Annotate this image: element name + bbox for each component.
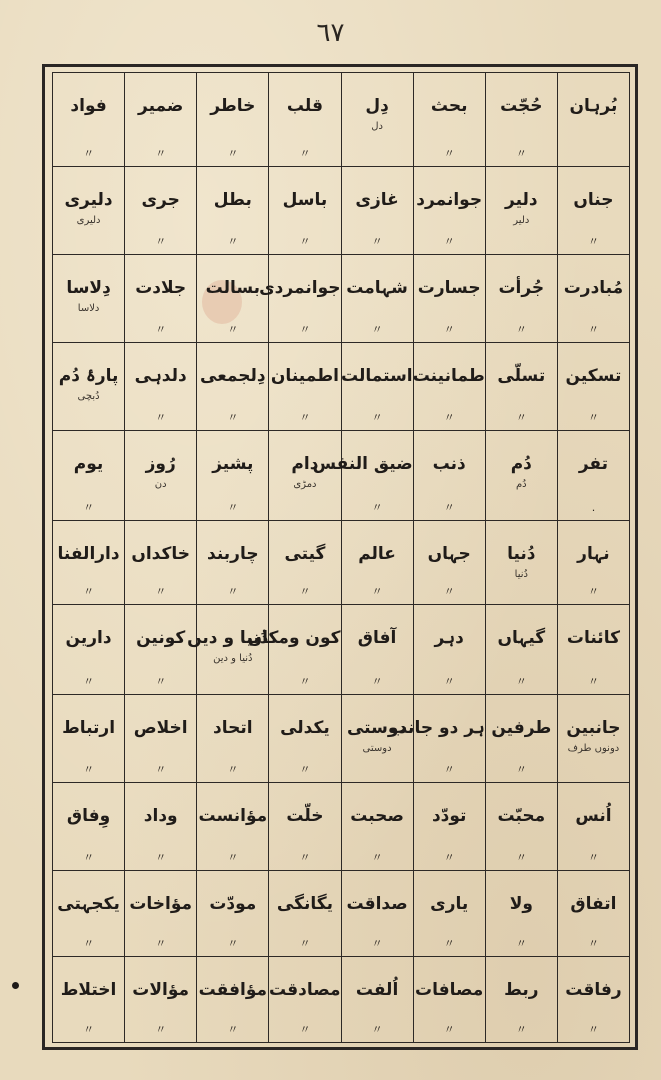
ditto-mark: 〃 <box>155 937 167 950</box>
urdu-word: دام <box>291 454 319 474</box>
table-cell <box>269 871 341 957</box>
word-gloss: دوستی <box>362 743 392 754</box>
table-cell <box>269 73 341 167</box>
table-row <box>53 167 630 255</box>
table-cell <box>197 255 269 343</box>
urdu-word: گیتی <box>284 544 326 564</box>
urdu-word: اُلفت <box>355 980 399 1000</box>
urdu-word: پارۂ دُم <box>58 366 119 386</box>
table-cell <box>269 521 341 605</box>
ditto-mark: 〃 <box>299 937 311 950</box>
urdu-word: جناں <box>573 190 614 210</box>
ditto-mark: 〃 <box>443 411 455 424</box>
table-cell <box>413 255 485 343</box>
table-cell <box>125 871 197 957</box>
table-cell <box>53 695 125 783</box>
urdu-word: طمانینت <box>412 366 485 386</box>
table-cell <box>259 255 341 343</box>
table-row <box>53 783 630 871</box>
urdu-word: یگانگی <box>276 894 333 914</box>
ditto-mark: 〃 <box>371 501 383 514</box>
ditto-mark: 〃 <box>371 235 383 248</box>
ditto-mark: 〃 <box>227 323 239 336</box>
urdu-word: دُنیا <box>507 544 536 564</box>
ditto-mark: 〃 <box>515 851 527 864</box>
ditto-mark: 〃 <box>587 411 599 424</box>
ditto-mark: 〃 <box>443 585 455 598</box>
table-cell <box>341 871 413 957</box>
ditto-mark: 〃 <box>371 323 383 336</box>
table-cell <box>485 695 557 783</box>
urdu-word: حُجّت <box>500 96 543 116</box>
table-cell <box>269 343 341 431</box>
ditto-mark: 〃 <box>299 1023 311 1036</box>
table-cell <box>197 521 269 605</box>
table-row <box>53 605 630 695</box>
ditto-mark: 〃 <box>587 937 599 950</box>
table-cell <box>413 871 485 957</box>
ditto-mark: 〃 <box>227 411 239 424</box>
table-cell <box>341 73 413 167</box>
table-cell <box>413 73 485 167</box>
urdu-word: دُنیا و دیں <box>187 628 269 648</box>
table-cell <box>485 255 557 343</box>
word-gloss: دُبچی <box>77 391 100 402</box>
margin-dot <box>12 982 19 989</box>
table-cell <box>53 73 125 167</box>
table-cell <box>413 167 485 255</box>
ditto-mark: 〃 <box>155 675 167 688</box>
ditto-mark: 〃 <box>587 323 599 336</box>
table-cell <box>413 783 485 871</box>
urdu-word: خاکداں <box>131 544 191 564</box>
urdu-word: یکدلی <box>280 718 330 738</box>
ditto-mark: 〃 <box>227 501 239 514</box>
urdu-word: عالم <box>358 544 396 564</box>
ditto-mark: 〃 <box>515 323 527 336</box>
urdu-word: جری <box>141 190 180 210</box>
urdu-word: جُرأت <box>498 278 545 298</box>
ditto-mark: 〃 <box>515 1023 527 1036</box>
table-cell <box>485 343 557 431</box>
urdu-word: بحث <box>430 96 468 116</box>
urdu-word: وداد <box>143 806 178 826</box>
table-row <box>53 521 630 605</box>
ditto-mark: 〃 <box>83 763 95 776</box>
urdu-word: جسارت <box>417 278 481 298</box>
urdu-word: مؤاخات <box>129 894 193 914</box>
urdu-word: کون ومکاں <box>247 628 341 648</box>
table-cell <box>247 605 341 695</box>
urdu-word: گیہاں <box>497 628 546 648</box>
table-cell <box>390 695 485 783</box>
urdu-word: جہاں <box>427 544 471 564</box>
table-cell <box>53 521 125 605</box>
ditto-mark: 〃 <box>299 411 311 424</box>
table-cell <box>557 73 629 167</box>
table-cell <box>341 343 413 431</box>
urdu-word: فواد <box>70 96 107 116</box>
ditto-mark: 〃 <box>227 235 239 248</box>
table-cell <box>125 255 197 343</box>
table-cell <box>557 167 629 255</box>
word-gloss: دُم <box>515 479 527 490</box>
table-cell <box>269 783 341 871</box>
ditto-mark: 〃 <box>227 147 239 160</box>
table-row <box>53 431 630 521</box>
ditto-mark: 〃 <box>443 851 455 864</box>
ditto-mark: 〃 <box>83 585 95 598</box>
table-row <box>53 255 630 343</box>
ditto-mark: 〃 <box>155 1023 167 1036</box>
ditto-mark: 〃 <box>443 763 455 776</box>
urdu-word: ولا <box>509 894 533 914</box>
urdu-word: تسلّی <box>497 366 546 386</box>
urdu-word: پشیز <box>212 454 254 474</box>
ditto-mark: 〃 <box>299 235 311 248</box>
urdu-word: دِلجمعی <box>200 366 266 386</box>
urdu-word: یاری <box>430 894 469 914</box>
urdu-word: رُوز <box>145 454 176 474</box>
ditto-mark: 〃 <box>155 147 167 160</box>
urdu-word: دلیر <box>505 190 538 210</box>
urdu-word: مؤانست <box>198 806 268 826</box>
ditto-mark: 〃 <box>371 585 383 598</box>
urdu-word: دِلاسا <box>66 278 111 298</box>
table-row <box>53 957 630 1043</box>
table-cell <box>197 695 269 783</box>
table-cell <box>53 957 125 1043</box>
ditto-mark: 〃 <box>155 585 167 598</box>
ditto-mark: 〃 <box>443 323 455 336</box>
table-cell <box>413 431 485 521</box>
table-row <box>53 343 630 431</box>
urdu-word: ضمیر <box>138 96 184 116</box>
table-cell <box>485 431 557 521</box>
table-cell <box>197 871 269 957</box>
ditto-mark: 〃 <box>299 851 311 864</box>
ditto-mark: 〃 <box>155 763 167 776</box>
urdu-word: بسالت <box>205 278 261 298</box>
urdu-word: ہر دو جانب <box>390 718 485 738</box>
urdu-word: دہر <box>434 628 464 648</box>
ditto-mark: 〃 <box>83 675 95 688</box>
table-cell <box>269 167 341 255</box>
ditto-mark: 〃 <box>371 411 383 424</box>
table-cell <box>125 695 197 783</box>
urdu-word: شہامت <box>346 278 408 298</box>
ditto-mark: 〃 <box>587 585 599 598</box>
urdu-word: آفاق <box>357 628 397 648</box>
table-cell <box>125 431 197 521</box>
ditto-mark: 〃 <box>299 323 311 336</box>
table-cell <box>269 695 341 783</box>
urdu-word: کائنات <box>566 628 620 648</box>
ditto-mark: 〃 <box>155 323 167 336</box>
urdu-word: یوم <box>73 454 104 474</box>
table-cell <box>413 957 485 1043</box>
table-cell <box>197 431 269 521</box>
ditto-mark: 〃 <box>299 147 311 160</box>
word-gloss: دمڑی <box>293 479 317 490</box>
urdu-word: جانبین <box>566 718 621 738</box>
table-cell <box>312 431 413 521</box>
table-cell <box>341 783 413 871</box>
table-row <box>53 871 630 957</box>
ditto-mark: 〃 <box>515 147 527 160</box>
urdu-word: استمالت <box>340 366 413 386</box>
urdu-word: مؤالات <box>132 980 190 1000</box>
ditto-mark: 〃 <box>227 1023 239 1036</box>
ditto-mark: 〃 <box>83 501 95 514</box>
urdu-word: دارالفنا <box>57 544 120 564</box>
urdu-word: ضیق النفس <box>312 454 413 474</box>
urdu-word: رفاقت <box>565 980 622 1000</box>
table-cell <box>197 957 269 1043</box>
ditto-mark: 〃 <box>587 851 599 864</box>
table-cell <box>557 695 629 783</box>
ditto-mark: 〃 <box>227 763 239 776</box>
ditto-mark: 〃 <box>371 675 383 688</box>
urdu-word: نہار <box>577 544 610 564</box>
urdu-word: محبّت <box>497 806 546 826</box>
ditto-mark: 〃 <box>443 675 455 688</box>
ditto-mark: 〃 <box>299 675 311 688</box>
urdu-word: مؤافقت <box>198 980 267 1000</box>
urdu-word: اتفاق <box>570 894 617 914</box>
ditto-mark: 〃 <box>227 585 239 598</box>
table-cell <box>341 521 413 605</box>
table-cell <box>341 255 413 343</box>
word-gloss: دل <box>371 121 383 132</box>
table-cell <box>187 605 269 695</box>
table-cell <box>53 871 125 957</box>
urdu-word: مصافات <box>415 980 484 1000</box>
urdu-word: اختلاط <box>60 980 117 1000</box>
table-cell <box>485 521 557 605</box>
table-cell <box>269 957 341 1043</box>
table-cell <box>557 255 629 343</box>
table-cell <box>197 167 269 255</box>
table-cell <box>341 605 413 695</box>
ditto-mark: 〃 <box>227 937 239 950</box>
table-cell <box>485 783 557 871</box>
ditto-mark: 〃 <box>443 937 455 950</box>
urdu-word: جوانمردی <box>259 278 341 298</box>
synonym-table <box>52 72 630 1043</box>
urdu-word: خلّت <box>286 806 324 826</box>
word-gloss: دن <box>154 479 167 490</box>
ditto-mark: 〃 <box>515 411 527 424</box>
ditto-mark: 〃 <box>515 675 527 688</box>
urdu-word: خاطر <box>210 96 256 116</box>
ditto-mark: 〃 <box>155 235 167 248</box>
table-cell <box>557 521 629 605</box>
urdu-word: جوانمرد <box>416 190 483 210</box>
ditto-mark: 〃 <box>371 1023 383 1036</box>
table-cell <box>125 957 197 1043</box>
ditto-mark: 〃 <box>83 851 95 864</box>
table-cell <box>413 343 485 431</box>
table-cell <box>341 957 413 1043</box>
table-cell <box>125 605 197 695</box>
table-cell <box>341 695 413 783</box>
table-cell <box>269 431 341 521</box>
table-cell <box>485 871 557 957</box>
table-cell <box>557 343 629 431</box>
table-cell <box>53 255 125 343</box>
ditto-mark: 〃 <box>587 1023 599 1036</box>
urdu-word: ذنب <box>432 454 466 474</box>
table-cell <box>557 957 629 1043</box>
ditto-mark: 〃 <box>515 763 527 776</box>
urdu-word: جلادت <box>135 278 187 298</box>
ditto-mark: . <box>591 501 596 514</box>
ditto-mark: 〃 <box>443 501 455 514</box>
table-cell <box>413 521 485 605</box>
urdu-word: دُم <box>510 454 532 474</box>
urdu-word: دارین <box>65 628 112 648</box>
table-cell <box>125 783 197 871</box>
urdu-word: غازی <box>355 190 399 210</box>
table-cell <box>485 167 557 255</box>
table-cell <box>53 783 125 871</box>
urdu-word: مُبادرت <box>563 278 624 298</box>
table-row <box>53 73 630 167</box>
ditto-mark: 〃 <box>299 763 311 776</box>
table-cell <box>557 431 629 521</box>
ditto-mark: 〃 <box>587 675 599 688</box>
urdu-word: کونین <box>136 628 186 648</box>
urdu-word: بطل <box>213 190 252 210</box>
word-gloss: دُنیا و دین <box>213 653 253 664</box>
urdu-word: تسکین <box>565 366 622 386</box>
ditto-mark: 〃 <box>515 937 527 950</box>
urdu-word: طرفین <box>491 718 552 738</box>
table-cell <box>53 431 125 521</box>
table-cell <box>125 521 197 605</box>
table-cell <box>413 605 485 695</box>
ditto-mark: 〃 <box>155 411 167 424</box>
table-cell <box>53 343 125 431</box>
urdu-word: دلدہی <box>134 366 187 386</box>
table-row <box>53 695 630 783</box>
table-cell <box>557 605 629 695</box>
table-cell <box>341 167 413 255</box>
urdu-word: صداقت <box>346 894 408 914</box>
table-cell <box>197 343 269 431</box>
urdu-word: اتحاد <box>213 718 253 738</box>
word-gloss: دونوں طرف <box>567 743 620 754</box>
table-cell <box>53 605 125 695</box>
urdu-word: وِفاق <box>66 806 111 826</box>
ditto-mark: 〃 <box>371 851 383 864</box>
urdu-word: دِل <box>365 96 389 116</box>
word-gloss: دلیر <box>513 215 530 226</box>
urdu-word: تودّد <box>431 806 467 826</box>
table-cell <box>557 871 629 957</box>
urdu-word: یکجہتی <box>57 894 120 914</box>
urdu-word: تفر <box>578 454 609 474</box>
ditto-mark: 〃 <box>299 585 311 598</box>
urdu-word: چاربند <box>207 544 259 564</box>
table-cell <box>125 167 197 255</box>
word-gloss: دلاسا <box>77 303 100 314</box>
table-cell <box>485 73 557 167</box>
urdu-word: باسل <box>282 190 328 210</box>
table-cell <box>197 73 269 167</box>
ditto-mark: 〃 <box>443 147 455 160</box>
table-cell <box>485 605 557 695</box>
table-cell <box>485 957 557 1043</box>
ditto-mark: 〃 <box>443 235 455 248</box>
urdu-word: مصادقت <box>268 980 341 1000</box>
urdu-word: قلب <box>286 96 323 116</box>
page-number: ٦٧ <box>316 18 345 48</box>
urdu-word: ارتباط <box>62 718 116 738</box>
table-cell <box>53 167 125 255</box>
urdu-word: اطمینان <box>270 366 339 386</box>
ditto-mark: 〃 <box>83 147 95 160</box>
word-gloss: دلیری <box>76 215 101 226</box>
ditto-mark: 〃 <box>587 235 599 248</box>
urdu-word: بُرہان <box>569 96 618 116</box>
urdu-word: دلیری <box>64 190 113 210</box>
table-cell <box>125 343 197 431</box>
table-cell <box>125 73 197 167</box>
ditto-mark: 〃 <box>83 937 95 950</box>
ditto-mark: 〃 <box>227 851 239 864</box>
word-gloss: دُنیا <box>514 569 528 580</box>
table-cell <box>197 783 269 871</box>
table-cell <box>557 783 629 871</box>
ditto-mark: 〃 <box>83 1023 95 1036</box>
urdu-word: ربط <box>504 980 539 1000</box>
urdu-word: صحبت <box>350 806 404 826</box>
urdu-word: اُنس <box>575 806 612 826</box>
urdu-word: دوستی <box>346 718 408 738</box>
ditto-mark: 〃 <box>155 851 167 864</box>
urdu-word: مودّت <box>209 894 257 914</box>
ditto-mark: 〃 <box>443 1023 455 1036</box>
urdu-word: اخلاص <box>133 718 188 738</box>
ditto-mark: 〃 <box>371 937 383 950</box>
